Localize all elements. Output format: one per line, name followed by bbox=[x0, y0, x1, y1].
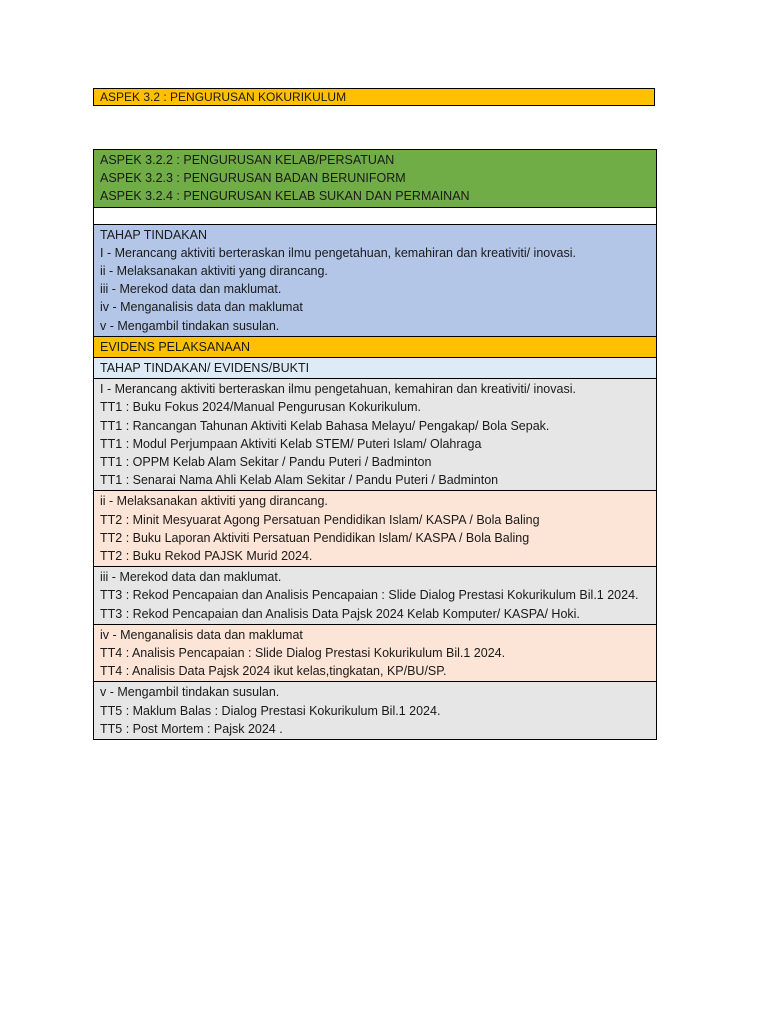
group-heading: v - Mengambil tindakan susulan. bbox=[100, 685, 280, 700]
evidence-item: TT3 : Rekod Pencapaian dan Analisis Pencapaian : Slide Dialog Prestasi Kokurikulum Bil.1 2024. bbox=[100, 588, 639, 603]
evidence-group-tt1 bbox=[94, 379, 656, 491]
evidens-heading bbox=[94, 337, 656, 358]
group-heading: ii - Melaksanakan aktiviti yang dirancang. bbox=[100, 494, 328, 509]
evidens-heading-text: EVIDENS PELAKSANAAN bbox=[100, 339, 251, 354]
tahap-section bbox=[94, 225, 656, 337]
evidence-table bbox=[93, 149, 657, 740]
tahap-item: iv - Menganalisis data dan maklumat bbox=[100, 300, 303, 315]
aspek-line: ASPEK 3.2.2 : PENGURUSAN KELAB/PERSATUAN bbox=[100, 153, 395, 167]
tahap-heading: TAHAP TINDAKAN bbox=[100, 227, 207, 242]
evidence-item: TT1 : Modul Perjumpaan Aktiviti Kelab STEM/ Puteri Islam/ Olahraga bbox=[100, 436, 482, 451]
evidence-group-tt2 bbox=[94, 491, 656, 567]
evidence-item: TT1 : Buku Fokus 2024/Manual Pengurusan Kokurikulum. bbox=[100, 400, 422, 415]
aspek-line: ASPEK 3.2.3 : PENGURUSAN BADAN BERUNIFORM bbox=[100, 171, 406, 186]
group-heading: iii - Merekod data dan maklumat. bbox=[100, 570, 282, 585]
evidence-item: TT5 : Maklum Balas : Dialog Prestasi Kokurikulum Bil.1 2024. bbox=[100, 703, 441, 718]
evidence-item: TT5 : Post Mortem : Pajsk 2024 . bbox=[100, 721, 283, 736]
evidens-subheading-text: TAHAP TINDAKAN/ EVIDENS/BUKTI bbox=[100, 361, 310, 376]
aspect-title: ASPEK 3.2 : PENGURUSAN KOKURIKULUM bbox=[93, 88, 655, 106]
group-heading: iv - Menganalisis data dan maklumat bbox=[100, 627, 303, 642]
evidence-item: TT1 : Senarai Nama Ahli Kelab Alam Sekitar / Pandu Puteri / Badminton bbox=[100, 473, 499, 488]
evidence-group-tt3 bbox=[94, 567, 656, 625]
tahap-item: v - Mengambil tindakan susulan. bbox=[100, 318, 280, 333]
evidence-item: TT4 : Analisis Data Pajsk 2024 ikut kelas,tingkatan, KP/BU/SP. bbox=[100, 664, 447, 679]
tahap-item: ii - Melaksanakan aktiviti yang dirancang. bbox=[100, 264, 328, 279]
evidence-item: TT4 : Analisis Pencapaian : Slide Dialog Prestasi Kokurikulum Bil.1 2024. bbox=[100, 646, 506, 661]
aspek-line: ASPEK 3.2.4 : PENGURUSAN KELAB SUKAN DAN PERMAINAN bbox=[100, 189, 470, 204]
group-heading: I - Merancang aktiviti berteraskan ilmu pengetahuan, kemahiran dan kreativiti/ inovasi. bbox=[100, 382, 576, 397]
evidence-group-tt5 bbox=[94, 682, 656, 739]
blank-row bbox=[94, 208, 656, 225]
tahap-item: I - Merancang aktiviti berteraskan ilmu pengetahuan, kemahiran dan kreativiti/ inovasi. bbox=[100, 245, 576, 260]
evidence-group-tt4 bbox=[94, 625, 656, 683]
evidence-item: TT2 : Buku Rekod PAJSK Murid 2024. bbox=[100, 549, 313, 564]
evidence-item: TT2 : Buku Laporan Aktiviti Persatuan Pendidikan Islam/ KASPA / Bola Baling bbox=[100, 530, 530, 545]
evidence-item: TT2 : Minit Mesyuarat Agong Persatuan Pendidikan Islam/ KASPA / Bola Baling bbox=[100, 512, 540, 527]
evidens-subheading bbox=[94, 358, 656, 379]
evidence-item: TT1 : OPPM Kelab Alam Sekitar / Pandu Puteri / Badminton bbox=[100, 455, 432, 470]
evidence-item: TT3 : Rekod Pencapaian dan Analisis Data Pajsk 2024 Kelab Komputer/ KASPA/ Hoki. bbox=[100, 606, 580, 621]
evidence-item: TT1 : Rancangan Tahunan Aktiviti Kelab Bahasa Melayu/ Pengakap/ Bola Sepak. bbox=[100, 418, 550, 433]
tahap-item: iii - Merekod data dan maklumat. bbox=[100, 282, 282, 297]
aspek-section bbox=[94, 150, 656, 208]
